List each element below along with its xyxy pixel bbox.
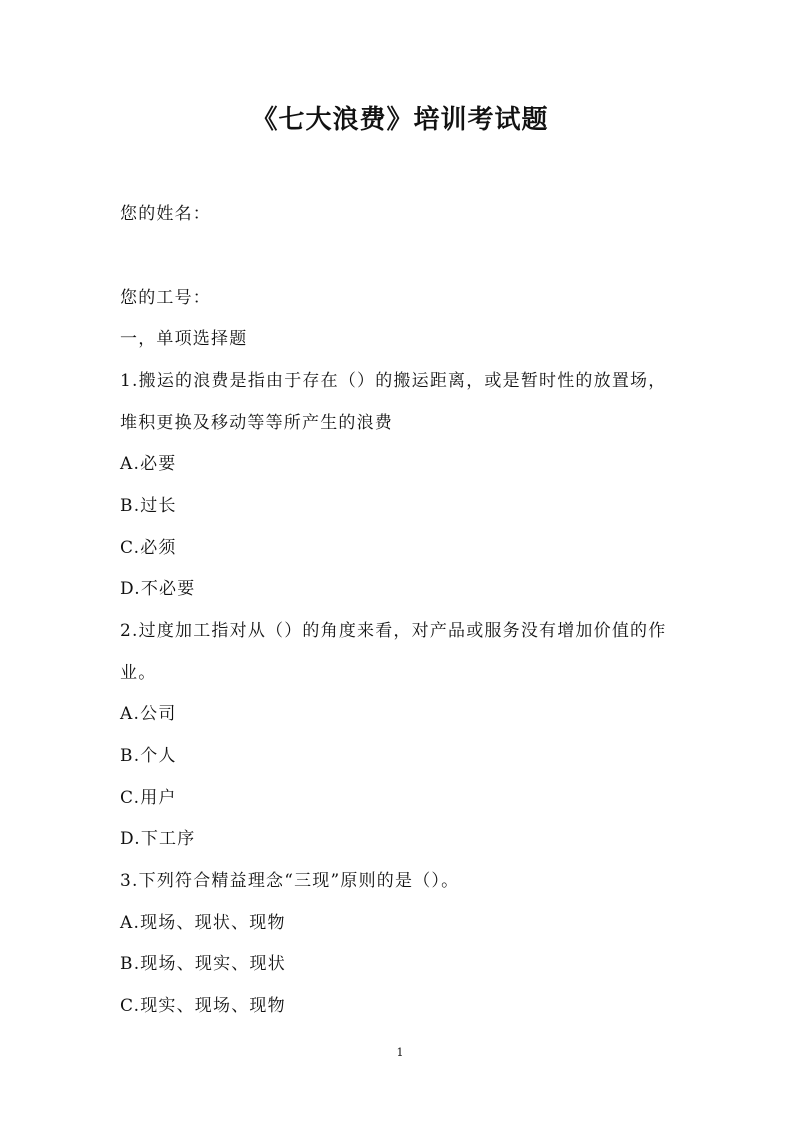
question-1-option-d: D.不必要 (120, 579, 196, 599)
question-1-stem-line-1: 1.搬运的浪费是指由于存在（）的搬运距离，或是暂时性的放置场， (120, 371, 667, 391)
page-title: 《七大浪费》培训考试题 (251, 105, 549, 135)
question-1-stem-line-2: 堆积更换及移动等等所产生的浪费 (120, 413, 393, 433)
question-2-option-b: B.个人 (120, 746, 177, 766)
name-field-label: 您的姓名： (120, 204, 211, 224)
question-2-option-a: A.公司 (120, 704, 177, 724)
question-3-stem-line-1: 3.下列符合精益理念“三现”原则的是（）。 (120, 871, 460, 891)
section-title: 一，单项选择题 (120, 329, 248, 349)
question-1-option-c: C.必须 (120, 538, 177, 558)
question-3-option-c: C.现实、现场、现物 (120, 996, 286, 1016)
question-2-option-d: D.下工序 (120, 829, 196, 849)
question-1-option-a: A.必要 (120, 454, 177, 474)
id-field-label: 您的工号： (120, 288, 211, 308)
question-1-option-b: B.过长 (120, 496, 177, 516)
page-number: 1 (396, 1046, 404, 1059)
question-3-option-a: A.现场、现状、现物 (120, 913, 286, 933)
question-2-stem-line-2: 业。 (120, 663, 157, 683)
question-2-stem-line-1: 2.过度加工指对从（）的角度来看，对产品或服务没有增加价值的作 (120, 621, 667, 641)
question-2-option-c: C.用户 (120, 788, 177, 808)
question-3-option-b: B.现场、现实、现状 (120, 954, 286, 974)
